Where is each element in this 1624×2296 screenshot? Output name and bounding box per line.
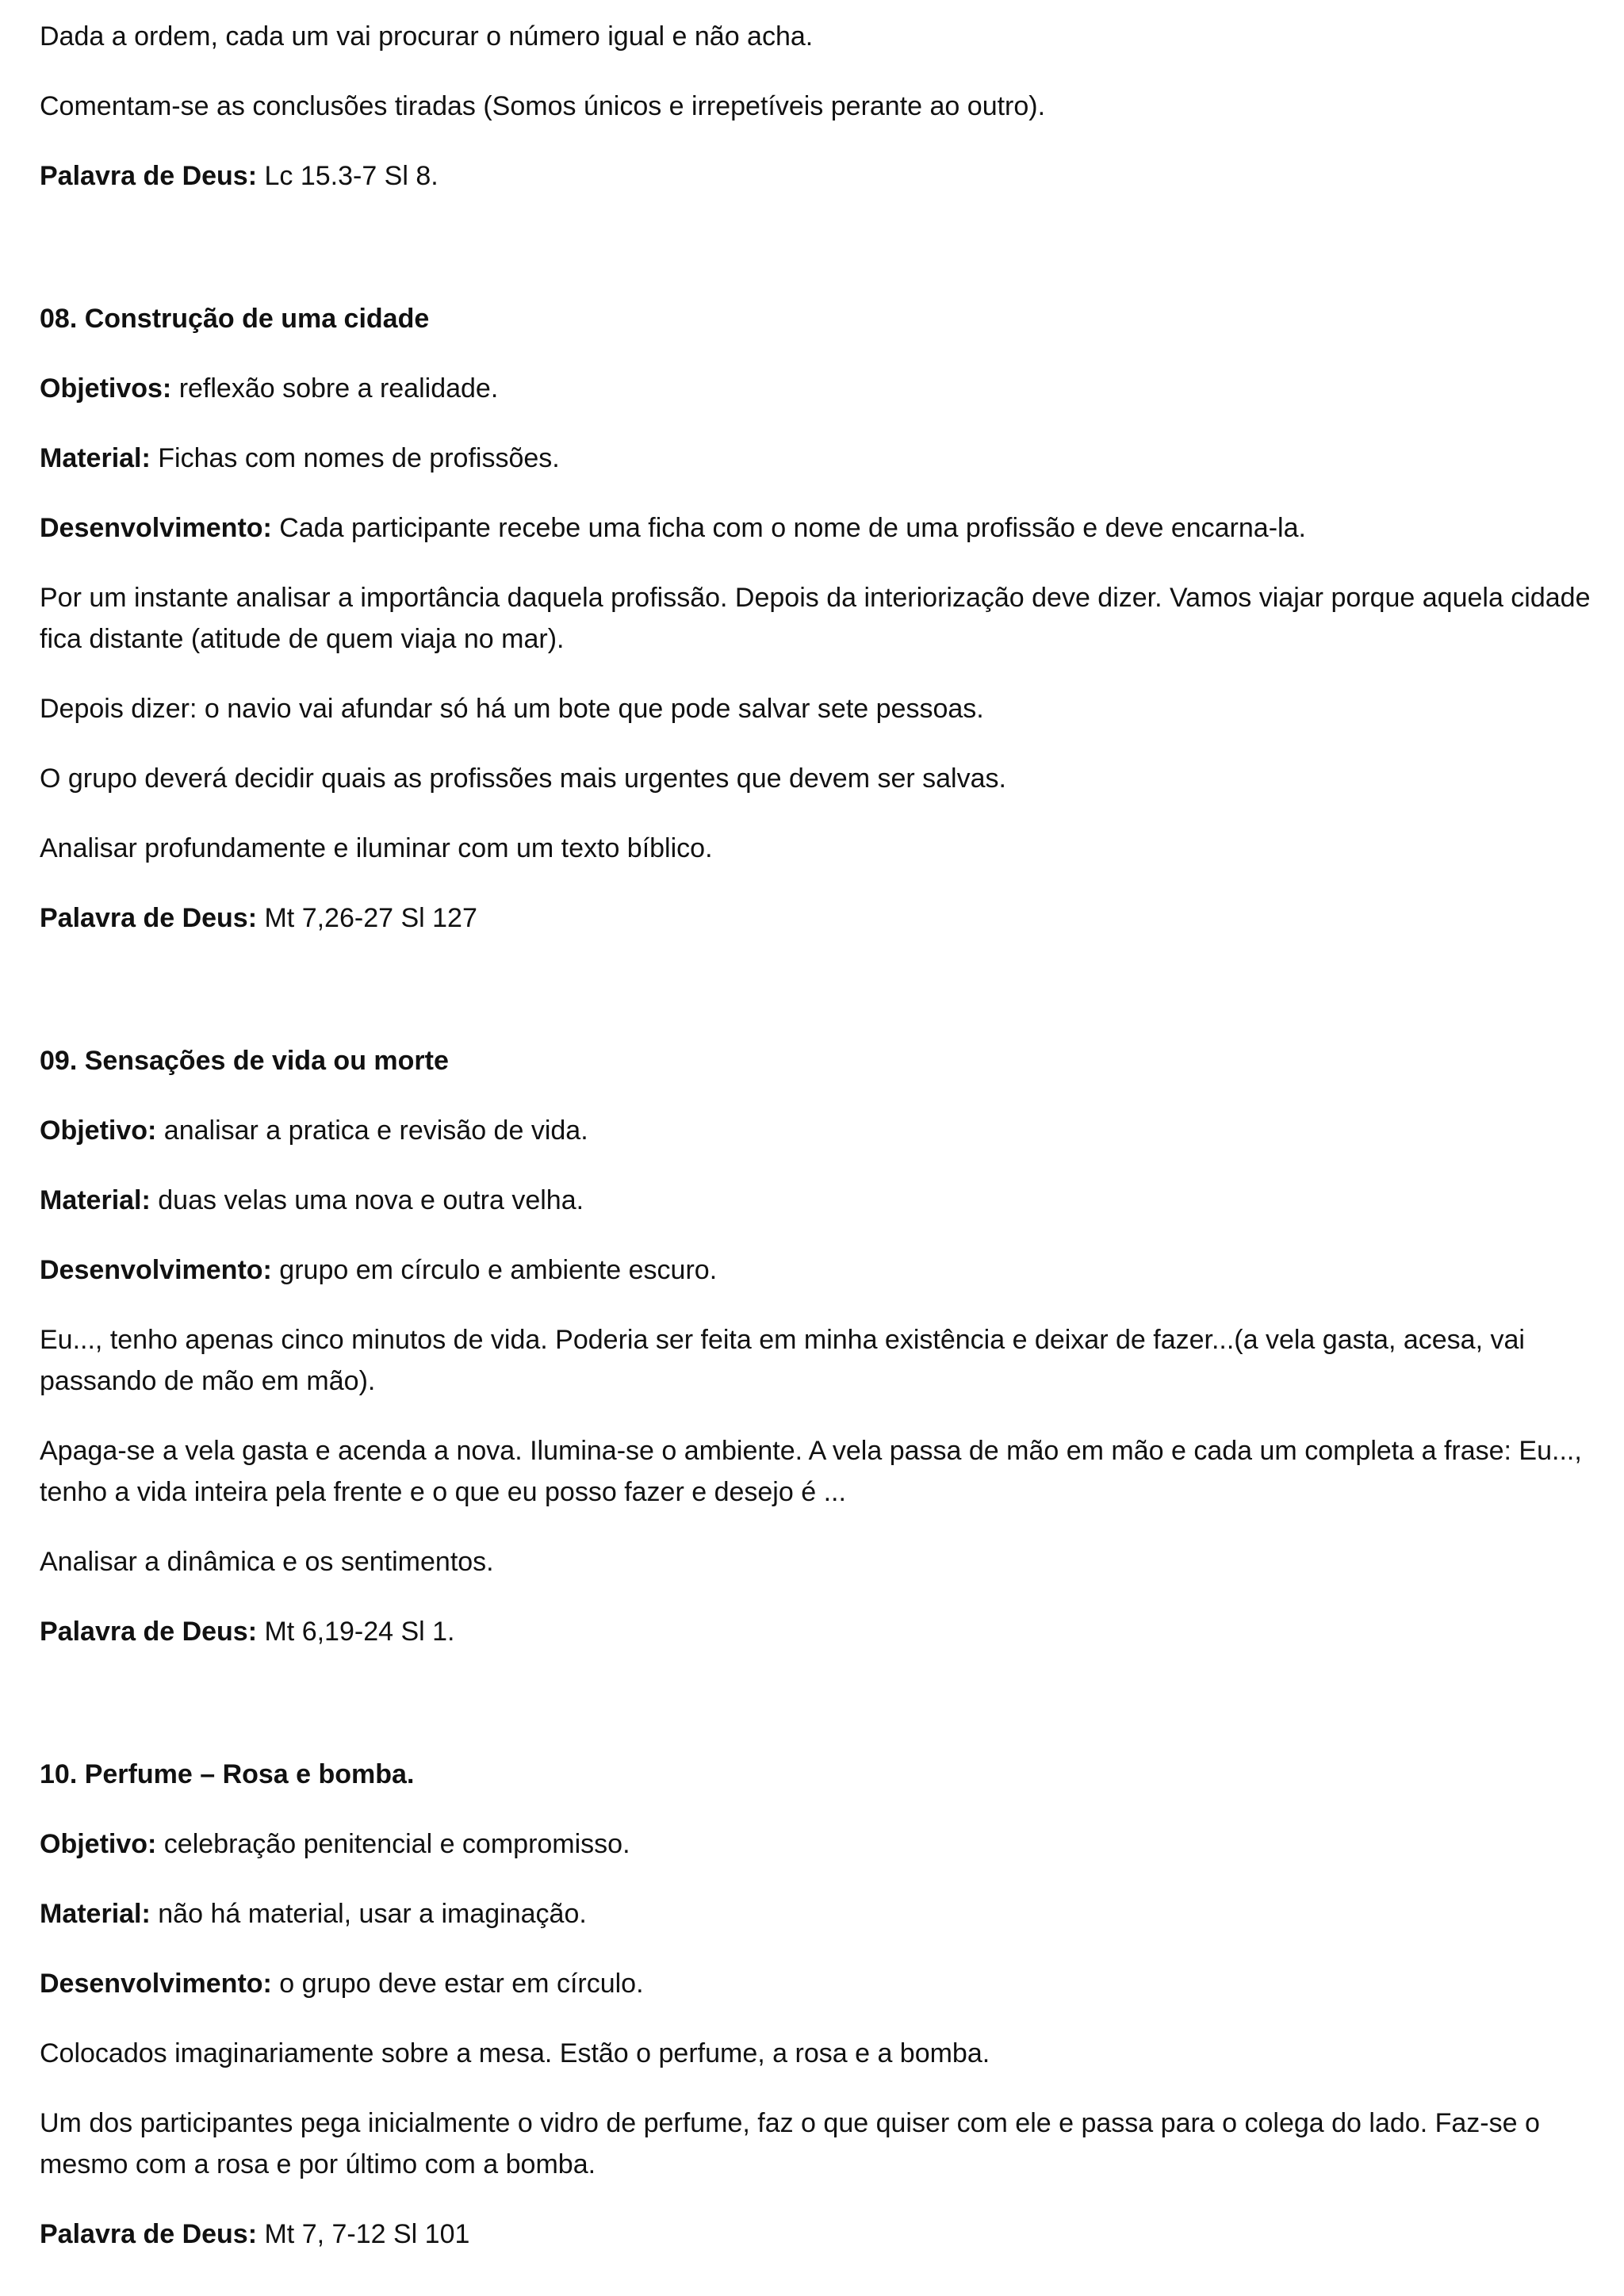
objective-label: Objetivo: <box>40 1829 157 1859</box>
section-10-heading: 10. Perfume – Rosa e bomba. <box>40 1759 415 1789</box>
objective-value: reflexão sobre a realidade. <box>171 373 499 404</box>
section-08-heading: 08. Construção de uma cidade <box>40 304 430 334</box>
intro-paragraph-1: Dada a ordem, cada um vai procurar o número igual e não acha. <box>40 21 814 52</box>
objective-value: celebração penitencial e compromisso. <box>156 1829 630 1859</box>
word-of-god-label: Palavra de Deus: <box>40 903 258 933</box>
development-label: Desenvolvimento: <box>40 1255 272 1285</box>
section-08-word-of-god <box>40 897 1594 939</box>
word-of-god-label: Palavra de Deus: <box>40 161 258 191</box>
material-value: duas velas uma nova e outra velha. <box>150 1185 584 1215</box>
section-09-heading: 09. Sensações de vida ou morte <box>40 1046 449 1076</box>
section-10-word-of-god <box>40 2214 1594 2255</box>
section-09-paragraph-1: Eu..., tenho apenas cinco minutos de vida. Poderia ser feita em minha existência e deixar de fazer...(a vela gasta, acesa, vai passando de mão em mão). <box>40 1325 1525 1396</box>
development-label: Desenvolvimento: <box>40 1969 272 1999</box>
section-09-paragraph-2: Apaga-se a vela gasta e acenda a nova. Ilumina-se o ambiente. A vela passa de mão em mão e cada um completa a frase: Eu..., tenho a vida inteira pela frente e o que eu posso fazer e desejo é ... <box>40 1436 1582 1507</box>
section-08-paragraph-3: O grupo deverá decidir quais as profissões mais urgentes que devem ser salvas. <box>40 763 1006 794</box>
document-page <box>40 0 1594 2255</box>
section-08-paragraph-2: Depois dizer: o navio vai afundar só há um bote que pode salvar sete pessoas. <box>40 694 984 724</box>
objective-value: analisar a pratica e revisão de vida. <box>156 1115 588 1146</box>
section-08-material <box>40 438 1594 479</box>
section-10-material <box>40 1893 1594 1934</box>
section-09-objective <box>40 1110 1594 1151</box>
development-label: Desenvolvimento: <box>40 513 272 543</box>
section-08-paragraph-4: Analisar profundamente e iluminar com um texto bíblico. <box>40 833 713 863</box>
material-label: Material: <box>40 443 151 473</box>
section-08-development <box>40 507 1594 549</box>
objective-label: Objetivos: <box>40 373 172 404</box>
material-label: Material: <box>40 1185 151 1215</box>
section-10-development <box>40 1963 1594 2004</box>
word-of-god-label: Palavra de Deus: <box>40 2219 258 2249</box>
development-value: Cada participante recebe uma ficha com o nome de uma profissão e deve encarna-la. <box>271 513 1306 543</box>
word-of-god-value: Mt 7,26-27 Sl 127 <box>257 903 477 933</box>
word-of-god-value: Lc 15.3-7 Sl 8. <box>257 161 439 191</box>
section-09-paragraph-3: Analisar a dinâmica e os sentimentos. <box>40 1547 494 1577</box>
development-value: o grupo deve estar em círculo. <box>271 1969 644 1999</box>
material-value: não há material, usar a imaginação. <box>150 1899 587 1929</box>
section-09-development <box>40 1249 1594 1291</box>
material-value: Fichas com nomes de profissões. <box>150 443 560 473</box>
section-08-objective <box>40 368 1594 409</box>
development-value: grupo em círculo e ambiente escuro. <box>271 1255 718 1285</box>
section-08-paragraph-1: Por um instante analisar a importância daquela profissão. Depois da interiorização deve dizer. Vamos viajar porque aquela cidade fica distante (atitude de quem viaja no mar). <box>40 583 1591 654</box>
objective-label: Objetivo: <box>40 1115 157 1146</box>
section-10-paragraph-1: Colocados imaginariamente sobre a mesa. Estão o perfume, a rosa e a bomba. <box>40 2038 990 2068</box>
intro-word-of-god <box>40 155 1594 197</box>
section-09-material <box>40 1180 1594 1221</box>
material-label: Material: <box>40 1899 151 1929</box>
word-of-god-value: Mt 6,19-24 Sl 1. <box>257 1617 455 1647</box>
word-of-god-value: Mt 7, 7-12 Sl 101 <box>257 2219 470 2249</box>
section-10-objective <box>40 1823 1594 1865</box>
section-09-word-of-god <box>40 1611 1594 1652</box>
section-10-paragraph-2: Um dos participantes pega inicialmente o vidro de perfume, faz o que quiser com ele e passa para o colega do lado. Faz-se o mesmo com a rosa e por último com a bomba. <box>40 2108 1540 2179</box>
intro-paragraph-2: Comentam-se as conclusões tiradas (Somos únicos e irrepetíveis perante ao outro). <box>40 91 1046 121</box>
word-of-god-label: Palavra de Deus: <box>40 1617 258 1647</box>
